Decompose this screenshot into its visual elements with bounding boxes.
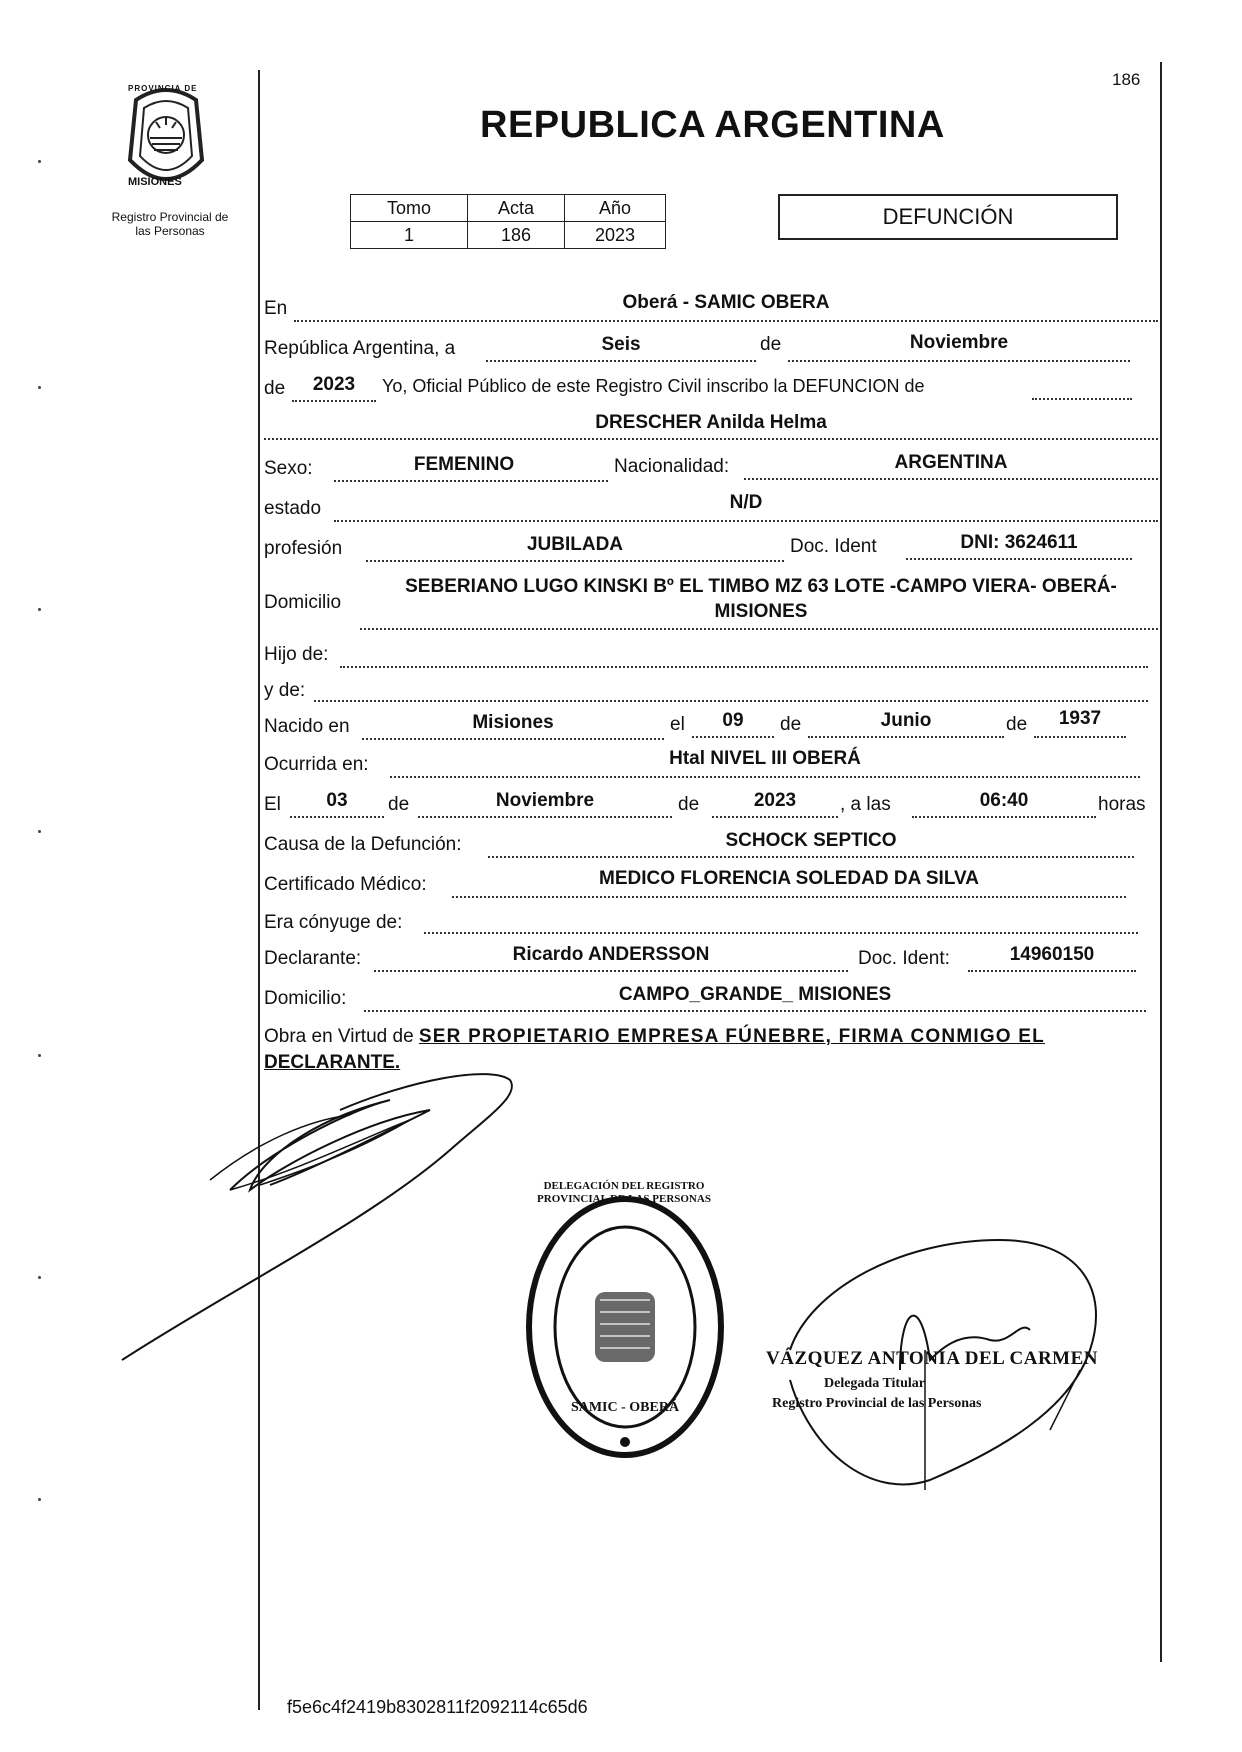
- estado-label: estado: [264, 498, 322, 519]
- name-dotted-line: [264, 438, 1158, 440]
- logo-text-bottom: MISIONES: [128, 176, 182, 188]
- doc-ident2-dotted-line: [968, 970, 1136, 972]
- nacionalidad-dotted-line: [744, 478, 1158, 480]
- domicilio-label: Domicilio: [264, 592, 342, 613]
- doc-ident-label: Doc. Ident: [790, 536, 877, 557]
- en-value: Oberá - SAMIC OBERA: [622, 292, 830, 313]
- causa-dotted-line: [488, 856, 1134, 858]
- deceased-name: DRESCHER Anilda Helma: [595, 412, 827, 433]
- def-mes-value: Noviembre: [495, 790, 595, 811]
- republica-label: República Argentina, a: [264, 338, 456, 359]
- causa-value: SCHOCK SEPTICO: [725, 830, 897, 851]
- official-office: Registro Provincial de las Personas: [772, 1396, 982, 1411]
- def-de-label: de: [388, 794, 410, 815]
- acta-value-anio: 2023: [565, 222, 666, 249]
- acta-table: [350, 194, 666, 249]
- declarante-label: Declarante:: [264, 948, 362, 969]
- obra-label: Obra en Virtud de: [264, 1026, 414, 1047]
- acta-value-tomo: 1: [351, 222, 468, 249]
- margin-dot: [38, 1498, 41, 1501]
- obra-line1: [264, 1026, 1160, 1048]
- obra-value-line1: SER PROPIETARIO EMPRESA FÚNEBRE, FIRMA CONMIGO EL: [418, 1026, 1045, 1047]
- obra-value-line2: DECLARANTE.: [264, 1052, 401, 1073]
- left-margin-line: [258, 70, 260, 1710]
- el2-label: El: [264, 794, 281, 815]
- org-caption: [90, 210, 250, 238]
- domicilio2-dotted-line: [364, 1010, 1146, 1012]
- nacido-de2-label: de: [1006, 714, 1028, 735]
- acta-table-header-row: [351, 195, 666, 222]
- conyuge-label: Era cónyuge de:: [264, 912, 403, 933]
- acta-header-anio: Año: [565, 195, 666, 222]
- inscribo-dotted-line: [1032, 398, 1132, 400]
- def-dia-dotted-line: [290, 816, 384, 818]
- seal-ring-text: DELEGACIÓN DEL REGISTRO PROVINCIAL DE LAS PERSONAS: [537, 1180, 711, 1205]
- def-hora-dotted-line: [912, 816, 1096, 818]
- doc-ident-dotted-line: [906, 558, 1132, 560]
- year-value: 2023: [312, 374, 356, 395]
- profesion-dotted-line: [366, 560, 784, 562]
- inscribo-text: Yo, Oficial Público de este Registro Civil inscribo la DEFUNCION de: [382, 376, 925, 396]
- certificado-label: Certificado Médico:: [264, 874, 427, 895]
- domicilio-value: [360, 574, 1162, 624]
- nacido-anio-dotted-line: [1034, 736, 1126, 738]
- nacido-anio-value: 1937: [1058, 708, 1102, 729]
- sexo-value: FEMENINO: [413, 454, 515, 475]
- nacionalidad-value: ARGENTINA: [894, 452, 1008, 473]
- margin-dot: [38, 1054, 41, 1057]
- y-de-label: y de:: [264, 680, 306, 701]
- certificado-value: MEDICO FLORENCIA SOLEDAD DA SILVA: [599, 868, 979, 889]
- causa-label: Causa de la Defunción:: [264, 834, 462, 855]
- margin-dot: [38, 608, 41, 611]
- domicilio2-label: Domicilio:: [264, 988, 347, 1009]
- org-caption-line2: las Personas: [135, 224, 205, 238]
- conyuge-dotted-line: [424, 932, 1138, 934]
- nacionalidad-label: Nacionalidad:: [614, 456, 730, 477]
- acta-value-acta: 186: [468, 222, 565, 249]
- registry-seal: [520, 1192, 730, 1462]
- ocurrida-value: Htal NIVEL III OBERÁ: [669, 748, 861, 769]
- document-type-box: DEFUNCIÓN: [778, 194, 1118, 240]
- margin-dot: [38, 830, 41, 833]
- nacido-de-label: de: [780, 714, 802, 735]
- year-dotted-line: [292, 400, 376, 402]
- horas-label: horas: [1098, 794, 1146, 815]
- doc-ident2-label: Doc. Ident:: [858, 948, 950, 969]
- official-name: VÁZQUEZ ANTONIA DEL CARMEN: [766, 1348, 1099, 1369]
- def-anio-value: 2023: [753, 790, 797, 811]
- acta-table-value-row: [351, 222, 666, 249]
- seal-inner-text: SAMIC - OBERÁ: [570, 1400, 680, 1415]
- certificado-dotted-line: [452, 896, 1126, 898]
- hijo-label: Hijo de:: [264, 644, 329, 665]
- document-hash: f5e6c4f2419b8302811f2092114c65d6: [287, 1697, 588, 1717]
- margin-dot: [38, 160, 41, 163]
- en-dotted-line: [294, 320, 1158, 322]
- sexo-label: Sexo:: [264, 458, 313, 479]
- profesion-label: profesión: [264, 538, 343, 559]
- margin-dot: [38, 1276, 41, 1279]
- nacido-mes-dotted-line: [808, 736, 1004, 738]
- domicilio-value-line2: MISIONES: [714, 601, 808, 622]
- declarante-value: Ricardo ANDERSSON: [512, 944, 710, 965]
- sexo-dotted-line: [334, 480, 608, 482]
- nacido-mes-value: Junio: [880, 710, 932, 731]
- month-dotted-line: [788, 360, 1130, 362]
- def-de2-label: de: [678, 794, 700, 815]
- domicilio2-value: CAMPO_GRANDE_ MISIONES: [618, 984, 892, 1005]
- y-de-dotted-line: [314, 700, 1148, 702]
- acta-header-acta: Acta: [468, 195, 565, 222]
- right-margin-line: [1160, 62, 1162, 1662]
- domicilio-value-line1: SEBERIANO LUGO KINSKI Bº EL TIMBO MZ 63 LOTE -CAMPO VIERA- OBERÁ-: [405, 576, 1117, 597]
- month-value: Noviembre: [909, 332, 1009, 353]
- day-words-value: Seis: [601, 334, 641, 355]
- ocurrida-label: Ocurrida en:: [264, 754, 369, 775]
- ocurrida-dotted-line: [390, 776, 1140, 778]
- document-title: REPUBLICA ARGENTINA: [480, 104, 945, 146]
- def-dia-value: 03: [326, 790, 348, 811]
- doc-ident2-value: 14960150: [1009, 944, 1095, 965]
- def-anio-dotted-line: [712, 816, 838, 818]
- doc-ident-value: DNI: 3624611: [960, 532, 1078, 553]
- nacido-el-label: el: [670, 714, 685, 735]
- hijo-dotted-line: [340, 666, 1148, 668]
- nacido-dia-dotted-line: [692, 736, 774, 738]
- en-label: En: [264, 298, 288, 319]
- official-role: Delegada Titular: [824, 1376, 925, 1391]
- nacido-dia-value: 09: [722, 710, 744, 731]
- estado-value: N/D: [729, 492, 763, 513]
- logo-text-top: PROVINCIA DE: [128, 84, 198, 93]
- day-dotted-line: [486, 360, 756, 362]
- page-number: 186: [1112, 70, 1141, 89]
- acta-header-tomo: Tomo: [351, 195, 468, 222]
- nacido-lugar-value: Misiones: [472, 712, 554, 733]
- nacido-lugar-dotted-line: [362, 738, 664, 740]
- margin-dot: [38, 386, 41, 389]
- domicilio-dotted-line: [360, 628, 1158, 630]
- def-hora-value: 06:40: [979, 790, 1029, 811]
- de-label: de: [760, 334, 782, 355]
- estado-dotted-line: [334, 520, 1158, 522]
- alas-label: , a las: [840, 794, 891, 815]
- nacido-label: Nacido en: [264, 716, 350, 737]
- declarante-dotted-line: [374, 970, 848, 972]
- declarant-signature: [110, 1060, 530, 1370]
- def-mes-dotted-line: [418, 816, 672, 818]
- de2-label: de: [264, 378, 286, 399]
- profesion-value: JUBILADA: [526, 534, 624, 555]
- org-caption-line1: Registro Provincial de: [111, 210, 229, 224]
